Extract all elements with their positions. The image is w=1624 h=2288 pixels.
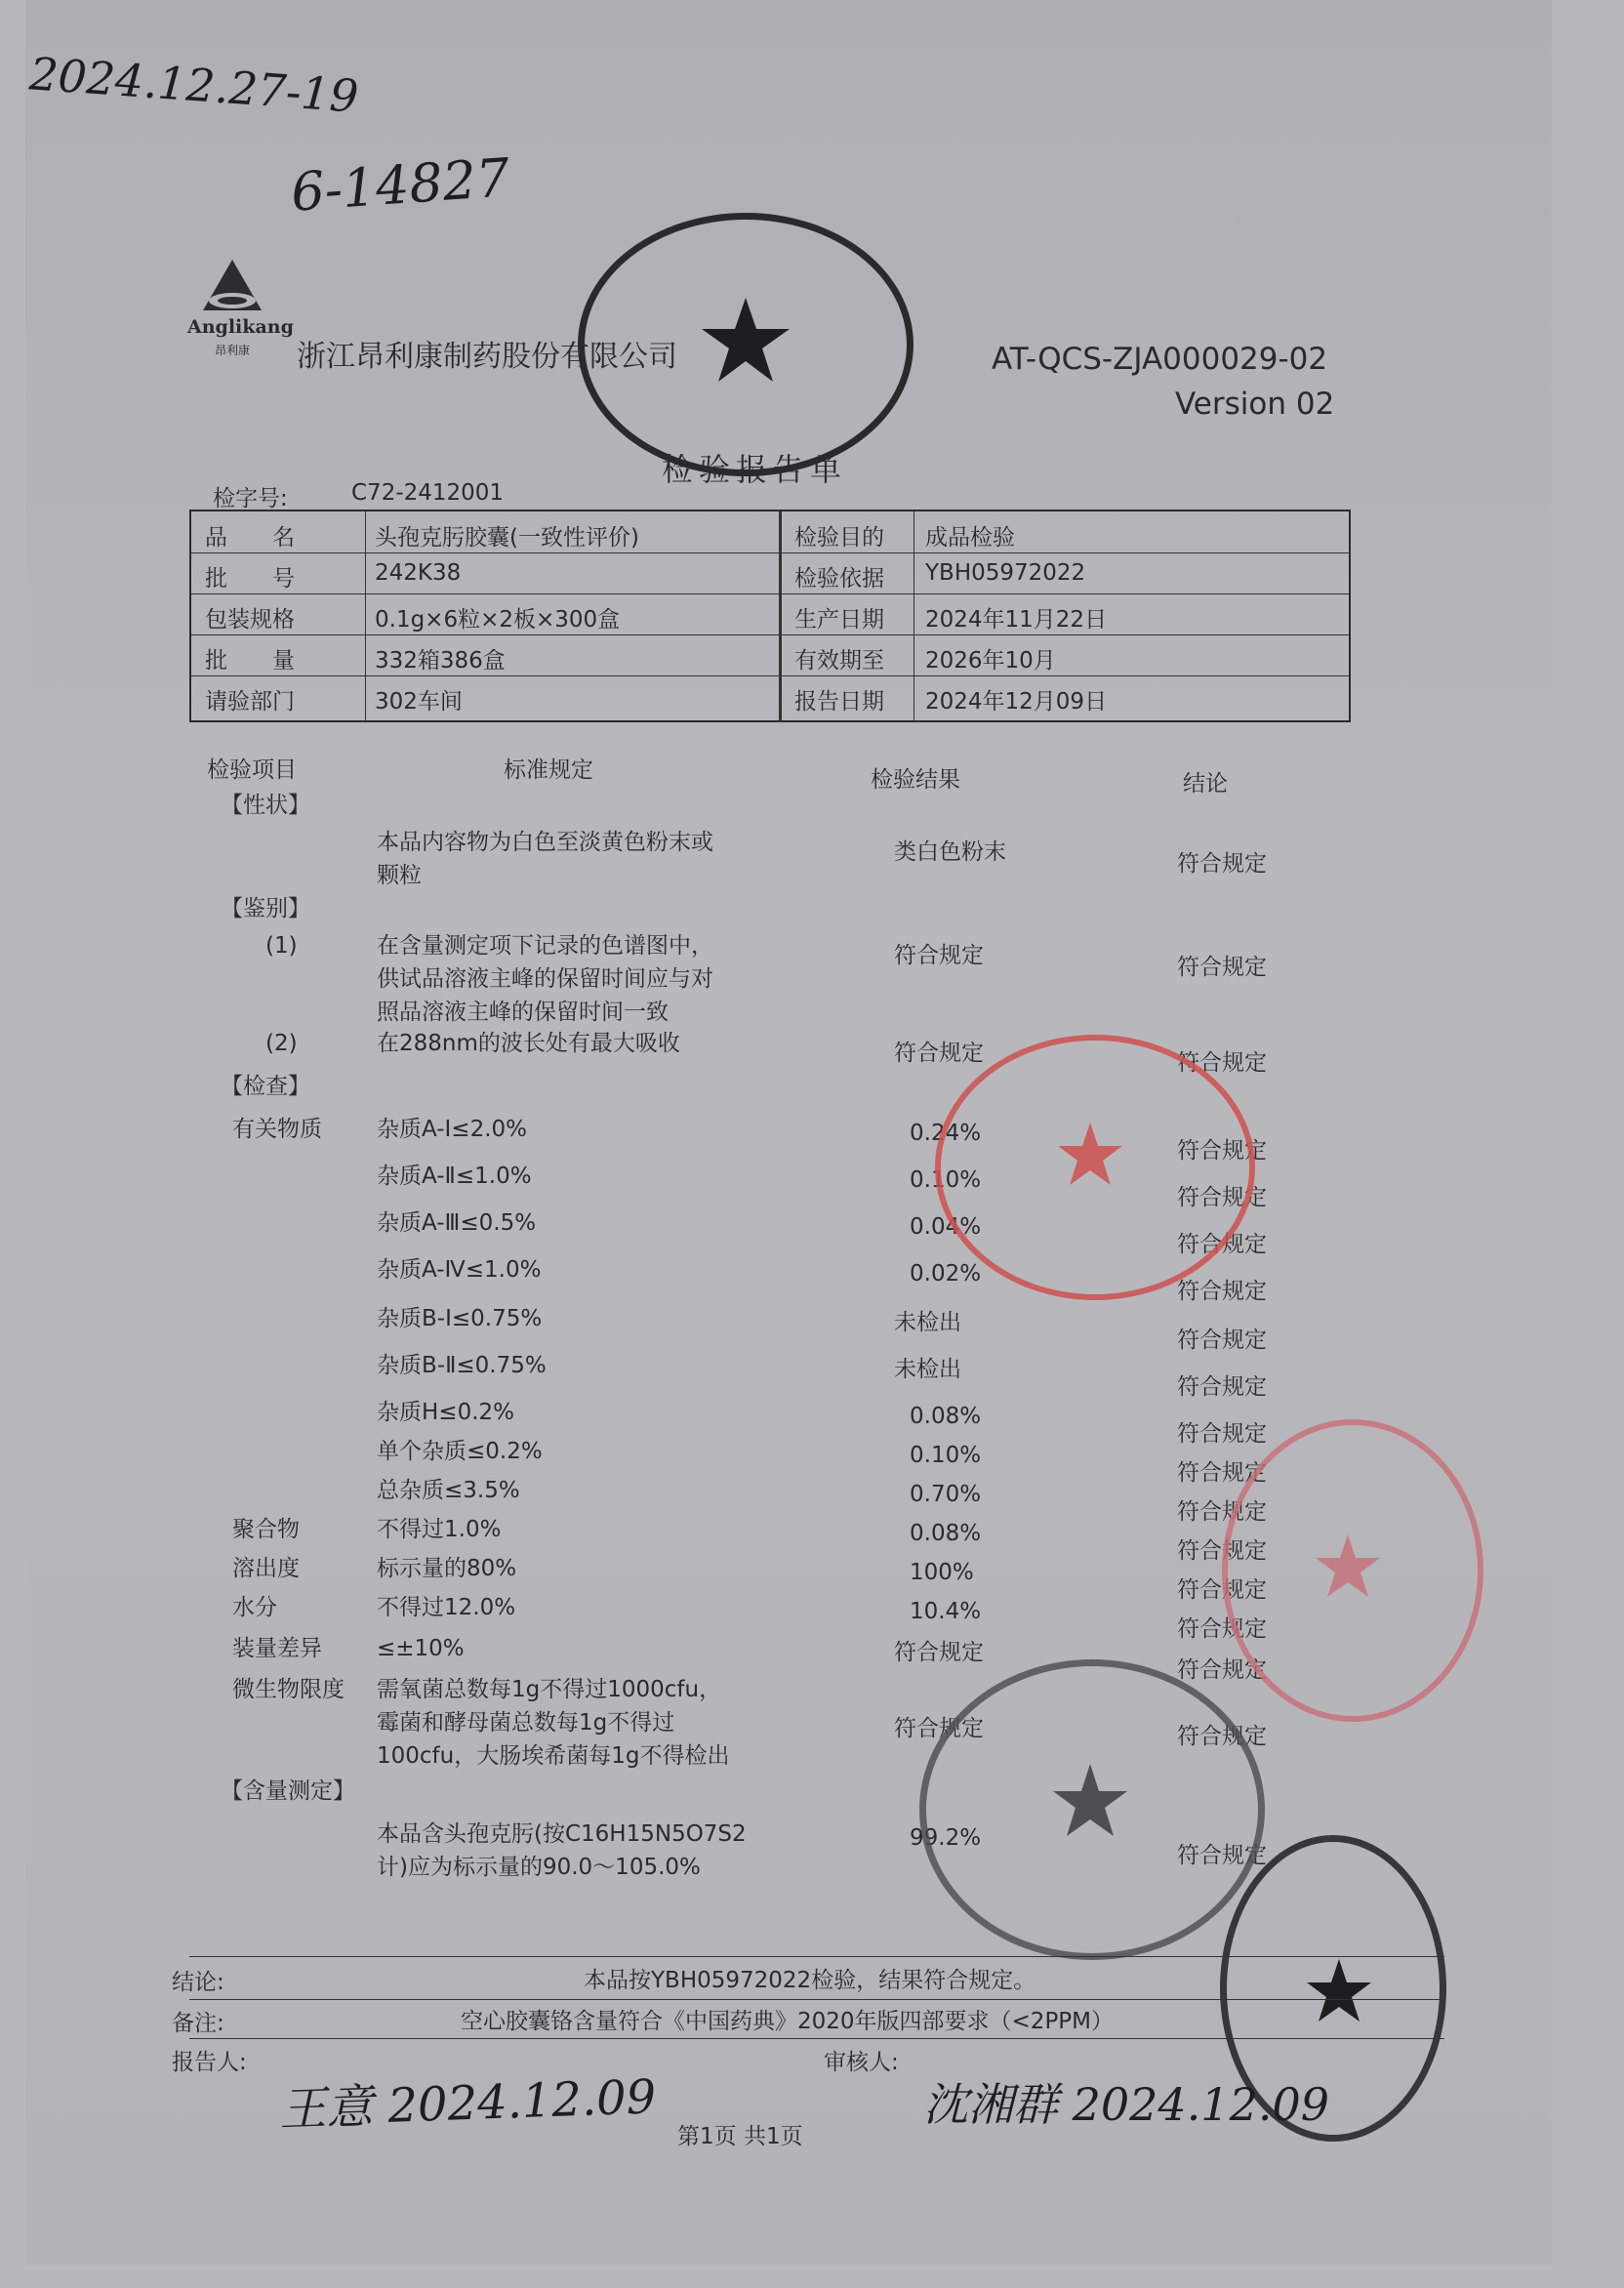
row-result: 0.10% xyxy=(910,1167,982,1193)
row-conclusion: 符合规定 xyxy=(1177,1499,1267,1525)
row-conclusion: 符合规定 xyxy=(1177,1616,1267,1642)
row-item: 有关物质 xyxy=(232,1117,322,1142)
row-item: (2) xyxy=(265,1031,298,1056)
company-seal xyxy=(578,213,914,476)
reviewer-signature: 沈湘群 2024.12.09 xyxy=(923,2078,1329,2131)
row-standard: ≤±10% xyxy=(377,1636,465,1661)
row-conclusion: 符合规定 xyxy=(1177,1724,1267,1749)
row-result: 符合规定 xyxy=(894,943,984,968)
row-conclusion: 符合规定 xyxy=(1177,1657,1267,1683)
row-standard: 杂质B-Ⅰ≤0.75% xyxy=(377,1306,543,1331)
row-result: 未检出 xyxy=(894,1357,961,1382)
row-standard: 本品内容物为白色至淡黄色粉末或 颗粒 xyxy=(377,830,713,888)
footer-rule-2 xyxy=(189,1999,1444,2000)
doc-version: Version 02 xyxy=(1175,387,1335,422)
row-standard: 杂质A-Ⅰ≤2.0% xyxy=(377,1117,528,1142)
row-standard: 总杂质≤3.5% xyxy=(377,1478,520,1503)
info-r-label: 检验目的 xyxy=(794,525,884,551)
logo-name: Anglikang xyxy=(187,316,294,338)
info-r-value: 2024年12月09日 xyxy=(925,689,1108,715)
row-conclusion: 符合规定 xyxy=(1177,1577,1267,1603)
footer-rule-3 xyxy=(189,2038,1444,2039)
remark-label: 备注: xyxy=(172,2011,224,2036)
row-item: 【鉴别】 xyxy=(221,896,310,921)
col-conclusion: 结论 xyxy=(1183,771,1228,797)
row-conclusion: 符合规定 xyxy=(1177,1538,1267,1564)
row-item: 微生物限度 xyxy=(232,1677,345,1702)
info-l-value: 242K38 xyxy=(375,560,462,586)
quality-seal-star-icon xyxy=(1051,1762,1129,1840)
row-standard: 不得过1.0% xyxy=(377,1517,502,1542)
row-item: 【性状】 xyxy=(221,793,310,818)
row-standard: 杂质A-Ⅱ≤1.0% xyxy=(377,1164,532,1189)
row-item: 溶出度 xyxy=(232,1556,300,1581)
info-r-value: 2026年10月 xyxy=(925,648,1056,674)
row-item: 水分 xyxy=(232,1595,277,1620)
row-standard: 在含量测定项下记录的色谱图中， 供试品溶液主峰的保留时间应与对 照品溶液主峰的保留时间一致 xyxy=(377,933,713,1025)
row-result: 0.70% xyxy=(910,1482,982,1507)
info-r-label: 检验依据 xyxy=(794,566,884,592)
row-result: 0.02% xyxy=(910,1261,982,1287)
row-item: 装量差异 xyxy=(232,1636,322,1661)
conclusion-label: 结论: xyxy=(172,1970,224,1995)
info-l-value: 332箱386盒 xyxy=(375,648,506,674)
pink-seal-star-icon xyxy=(1314,1532,1382,1601)
remark-text: 空心胶囊铬含量符合《中国药典》2020年版四部要求（<2PPM） xyxy=(461,2009,1115,2034)
col-item: 检验项目 xyxy=(207,757,297,783)
report-no-label: 检字号: xyxy=(213,486,288,511)
row-item: 【检查】 xyxy=(221,1074,310,1099)
conclusion-text: 本品按YBH05972022检验，结果符合规定。 xyxy=(584,1968,1036,1993)
row-item: 【含量测定】 xyxy=(221,1778,355,1804)
row-conclusion: 符合规定 xyxy=(1177,1328,1267,1353)
row-standard: 本品含头孢克肟(按C16H15N5O7S2 计)应为标示量的90.0～105.0% xyxy=(377,1821,747,1880)
handwritten-number: 6-14827 xyxy=(289,146,512,224)
company-name: 浙江昂利康制药股份有限公司 xyxy=(297,340,677,374)
row-standard: 杂质A-Ⅳ≤1.0% xyxy=(377,1257,542,1283)
row-result: 0.04% xyxy=(910,1214,982,1240)
row-conclusion: 符合规定 xyxy=(1177,1843,1267,1868)
row-standard: 杂质A-Ⅲ≤0.5% xyxy=(377,1210,537,1236)
row-standard: 在288nm的波长处有最大吸收 xyxy=(377,1031,680,1056)
row-standard: 单个杂质≤0.2% xyxy=(377,1439,543,1464)
company-logo xyxy=(178,256,294,363)
reviewer-label: 审核人: xyxy=(824,2050,899,2075)
info-r-value: 成品检验 xyxy=(925,525,1015,551)
info-l-value: 302车间 xyxy=(375,689,463,715)
document-page xyxy=(25,0,1552,2265)
row-result: 0.08% xyxy=(910,1521,982,1546)
col-standard: 标准规定 xyxy=(504,757,593,783)
red-seal xyxy=(935,1035,1255,1300)
row-conclusion: 符合规定 xyxy=(1177,1374,1267,1400)
info-l-label: 包装规格 xyxy=(205,607,295,633)
quality-seal xyxy=(919,1659,1265,1960)
reporter-label: 报告人: xyxy=(172,2050,247,2075)
handwritten-date: 2024.12.27-19 xyxy=(27,47,360,123)
red-seal-star-icon xyxy=(1056,1121,1124,1189)
info-l-label: 品 名 xyxy=(205,525,295,551)
row-conclusion: 符合规定 xyxy=(1177,1421,1267,1447)
info-r-value: YBH05972022 xyxy=(925,560,1086,586)
report-no-value: C72-2412001 xyxy=(351,480,505,506)
seal-star-icon xyxy=(702,296,790,384)
row-result: 符合规定 xyxy=(894,1041,984,1066)
info-r-label: 有效期至 xyxy=(794,648,884,674)
row-item: (1) xyxy=(265,933,298,959)
info-table xyxy=(189,510,1351,722)
row-result: 未检出 xyxy=(894,1310,961,1335)
row-conclusion: 符合规定 xyxy=(1177,1138,1267,1164)
row-conclusion: 符合规定 xyxy=(1177,1460,1267,1486)
doc-code: AT-QCS-ZJA000029-02 xyxy=(992,342,1328,377)
row-conclusion: 符合规定 xyxy=(1177,955,1267,980)
info-l-label: 批 号 xyxy=(205,566,295,592)
row-result: 100% xyxy=(910,1560,974,1585)
row-result: 符合规定 xyxy=(894,1716,984,1741)
row-item: 聚合物 xyxy=(232,1517,300,1542)
row-conclusion: 符合规定 xyxy=(1177,1185,1267,1210)
hospital-seal-star-icon xyxy=(1305,1957,1373,2025)
row-conclusion: 符合规定 xyxy=(1177,1279,1267,1304)
page-number: 第1页 共1页 xyxy=(677,2124,803,2149)
info-l-label: 批 量 xyxy=(205,648,295,674)
row-result: 符合规定 xyxy=(894,1640,984,1665)
reporter-signature: 王意 2024.12.09 xyxy=(278,2069,658,2138)
row-standard: 标示量的80% xyxy=(377,1556,517,1581)
footer-rule-1 xyxy=(189,1956,1444,1957)
info-r-value: 2024年11月22日 xyxy=(925,607,1108,633)
row-standard: 不得过12.0% xyxy=(377,1595,516,1620)
row-conclusion: 符合规定 xyxy=(1177,1050,1267,1076)
info-l-label: 请验部门 xyxy=(205,689,295,715)
info-r-label: 报告日期 xyxy=(794,689,884,715)
row-conclusion: 符合规定 xyxy=(1177,1232,1267,1257)
info-r-label: 生产日期 xyxy=(794,607,884,633)
row-result: 0.24% xyxy=(910,1121,982,1146)
col-result: 检验结果 xyxy=(871,767,960,793)
row-standard: 需氧菌总数每1g不得过1000cfu， 霉菌和酵母菌总数每1g不得过 100cfu，大肠埃希菌每1g不得检出 xyxy=(377,1677,730,1769)
report-title: 检验报告单 xyxy=(662,451,848,488)
row-standard: 杂质B-Ⅱ≤0.75% xyxy=(377,1353,547,1378)
row-standard: 杂质H≤0.2% xyxy=(377,1400,514,1425)
pink-seal xyxy=(1222,1419,1483,1722)
info-l-value: 头孢克肟胶囊(一致性评价) xyxy=(375,525,639,551)
row-result: 类白色粉末 xyxy=(894,839,1006,865)
row-result: 10.4% xyxy=(910,1599,982,1624)
row-result: 0.08% xyxy=(910,1404,982,1429)
row-conclusion: 符合规定 xyxy=(1177,851,1267,877)
row-result: 0.10% xyxy=(910,1443,982,1468)
info-l-value: 0.1g×6粒×2板×300盒 xyxy=(375,607,621,633)
logo-sub: 昂利康 xyxy=(215,344,251,357)
row-result: 99.2% xyxy=(910,1825,982,1851)
